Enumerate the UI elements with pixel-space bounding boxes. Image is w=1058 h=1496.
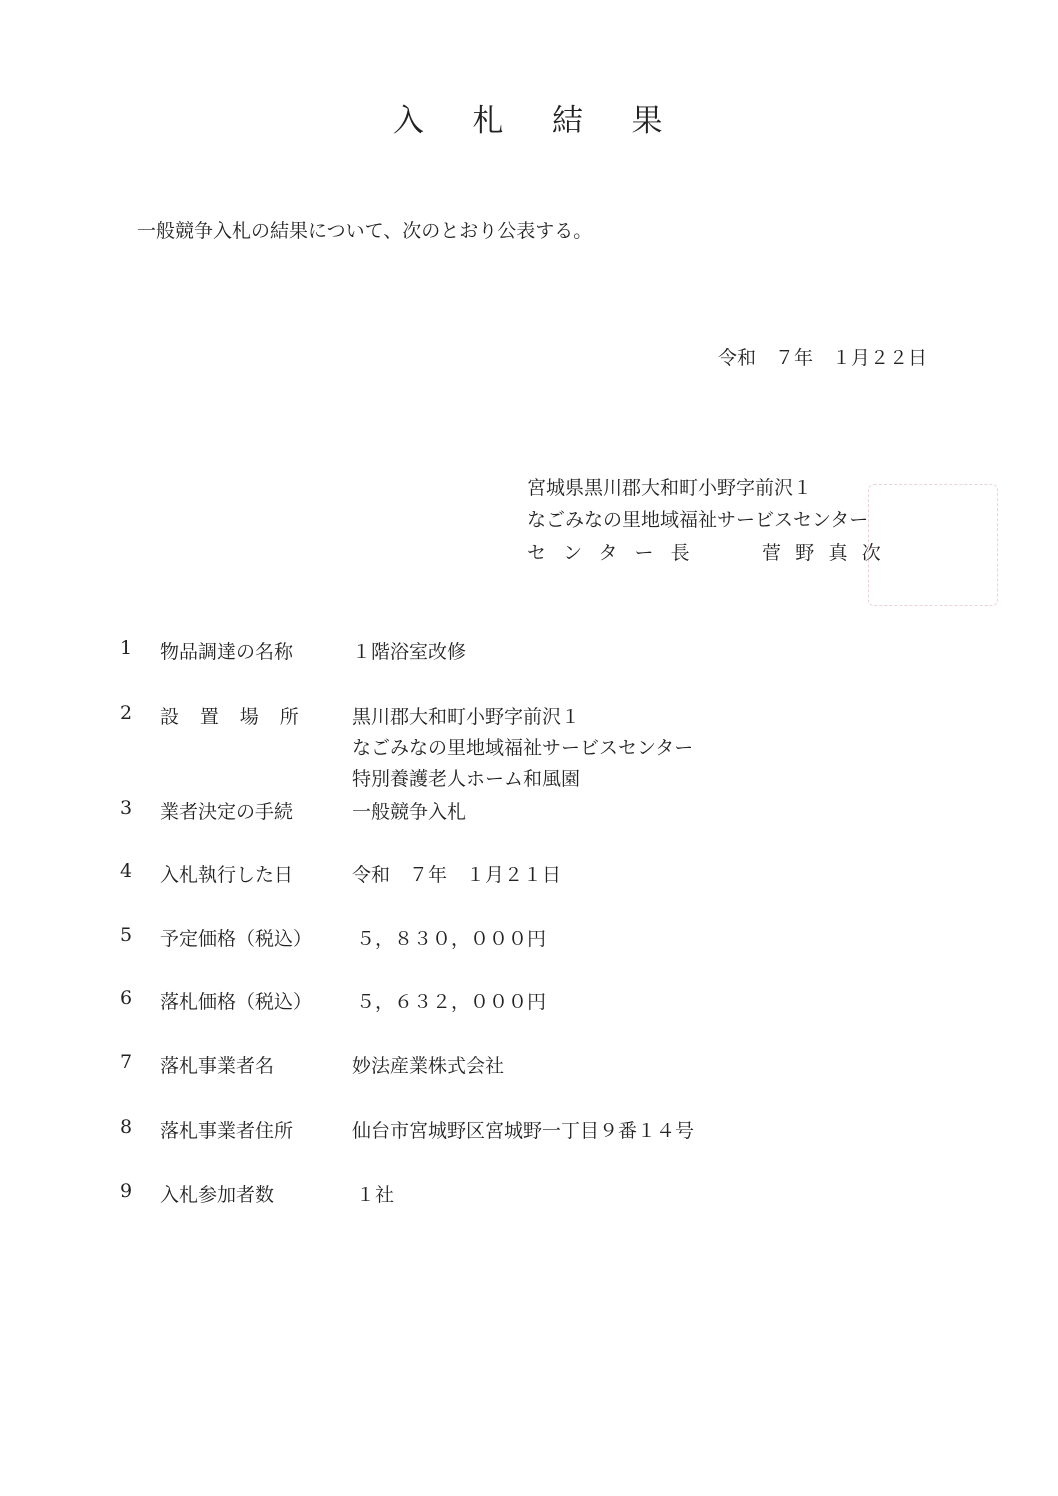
issuer-head-name: 菅野真次	[762, 542, 896, 564]
item-label: 業者決定の手続	[160, 801, 294, 823]
item-value: 黒川郡大和町小野字前沢１	[352, 706, 581, 728]
item-number: 4	[120, 860, 133, 882]
item-value: 一般競争入札	[352, 801, 467, 823]
issuer-address: 宮城県黒川郡大和町小野字前沢１	[527, 477, 813, 499]
item-label: 入札執行した日	[160, 864, 294, 886]
item-value: ５，８３０，０００円	[356, 928, 547, 950]
issuer-organization: なごみなの里地域福祉サービスセンター	[527, 509, 869, 531]
document-title	[0, 95, 1058, 140]
item-label: 入札参加者数	[160, 1184, 275, 1206]
item-number: 2	[120, 702, 133, 724]
item-value: 特別養護老人ホーム和風園	[352, 768, 581, 790]
item-number: 8	[120, 1116, 133, 1138]
item-label: 落札事業者住所	[160, 1120, 294, 1142]
item-value: １階浴室改修	[352, 641, 467, 663]
item-number: 5	[120, 924, 133, 946]
item-value: ５，６３２，０００円	[356, 991, 547, 1013]
item-number: 6	[120, 987, 133, 1009]
title-char: 入	[393, 103, 427, 139]
item-label: 落札価格（税込）	[160, 991, 313, 1013]
item-number: 1	[120, 637, 133, 659]
intro-text: 一般競争入札の結果について、次のとおり公表する。	[137, 220, 593, 242]
item-value: 仙台市宮城野区宮城野一丁目９番１４号	[352, 1120, 695, 1142]
item-label: 落札事業者名	[160, 1055, 275, 1077]
item-number: 9	[120, 1180, 133, 1202]
item-number: 7	[120, 1051, 133, 1073]
item-label: 物品調達の名称	[160, 641, 294, 663]
issuer-head-title: センター長	[527, 542, 707, 564]
issue-date: 令和 ７年 １月２２日	[718, 347, 928, 369]
item-value: １社	[356, 1184, 395, 1206]
title-char: 札	[472, 103, 506, 139]
title-char: 果	[631, 103, 665, 139]
title-char: 結	[552, 103, 586, 139]
item-label: 予定価格（税込）	[160, 928, 313, 950]
item-value: 妙法産業株式会社	[352, 1055, 505, 1077]
item-label: 設置場所	[160, 706, 320, 728]
official-seal	[868, 484, 998, 606]
item-value: なごみなの里地域福祉サービスセンター	[352, 737, 694, 759]
item-number: 3	[120, 797, 133, 819]
item-value: 令和 ７年 １月２１日	[352, 864, 562, 886]
